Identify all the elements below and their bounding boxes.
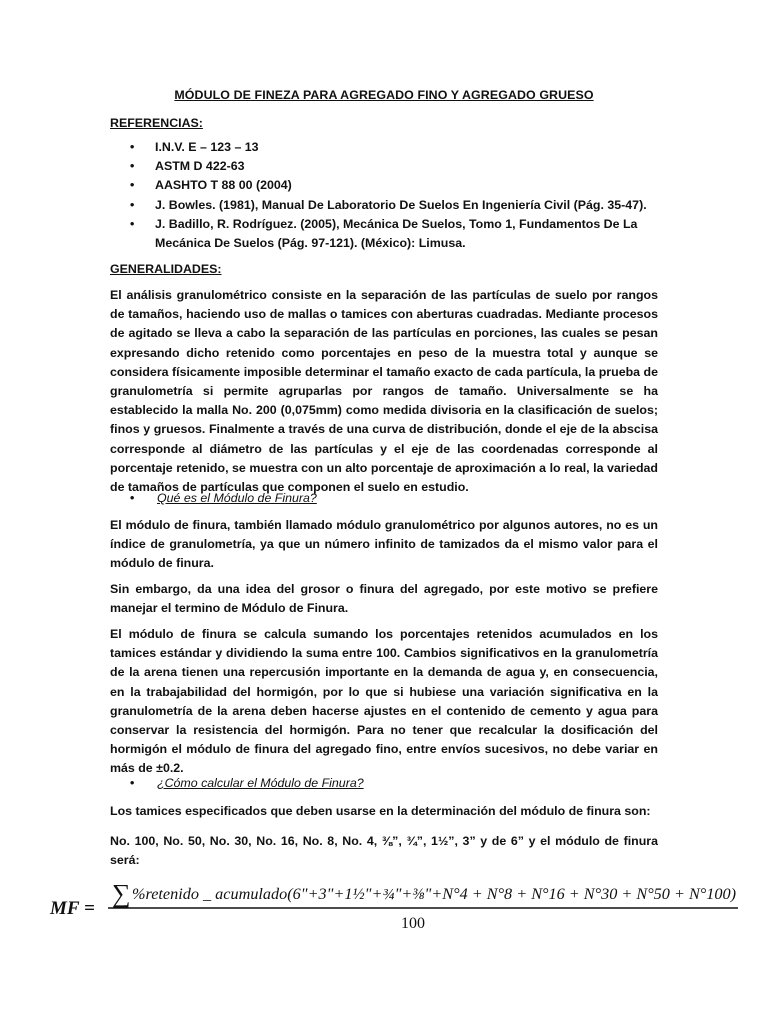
reference-text: ASTM D 422-63 — [155, 159, 245, 174]
question-bullet — [130, 489, 317, 508]
question-text: ¿Cómo calcular el Módulo de Finura? — [157, 776, 364, 790]
reference-item — [110, 176, 665, 195]
formula-numerator: %retenido _ acumulado(6"+3"+1½"+¾"+⅜"+N°4 + N°8 + N°16 + N°30 + N°50 + N°100) — [132, 886, 736, 903]
reference-item — [110, 215, 665, 253]
paragraph: No. 100, No. 50, No. 30, No. 16, No. 8, No. 4, ⅜”, ¾”, 1½”, 3” y de 6” y el módulo de finura será: — [110, 834, 658, 868]
sigma-icon: ∑ — [112, 879, 131, 908]
bullet-icon: • — [130, 140, 135, 154]
bullet-icon: • — [130, 159, 135, 174]
generalidades-heading: GENERALIDADES: — [110, 262, 222, 276]
paragraph: Sin embargo, da una idea del grosor o finura del agregado, por este motivo se prefiere manejar el termino de Módulo de Finura. — [110, 582, 658, 616]
generalidades-paragraph: El análisis granulométrico consiste en la separación de las partículas de suelo por rangos de tamaños, haciendo uso de mallas o tamices con aberturas cuadradas. Mediante procesos de agitado se lleva a cabo la separación de las partículas en porciones, las cuales se pesan expresando dicho retenido como porcentajes en peso de la muestra total y aunque se considera físicamente imposible determinar el tamaño exacto de cada partícula, la prueba de granulometría si permite agruparlas por rangos de tamaño. Universalmente se ha establecido la malla No. 200 (0,075mm) como medida divisoria en la clasificación de suelos; finos y gruesos. Finalmente a través de una curva de distribución, donde el eje de la abscisa corresponde al diámetro de las partículas y el eje de las coordenadas corresponde al porcentaje retenido, se muestra con un alto porcentaje de aproximación a lo real, la variedad de tamaños de partículas que componen el suelo en estudio. — [110, 288, 658, 495]
reference-item — [110, 157, 665, 176]
bullet-icon: • — [130, 178, 135, 193]
reference-text: AASHTO T 88 00 (2004) — [155, 178, 292, 193]
formula-lhs: MF = — [50, 898, 95, 919]
reference-text: I.N.V. E – 123 – 13 — [155, 140, 259, 154]
bullet-icon: • — [130, 776, 135, 790]
paragraph: El módulo de finura, también llamado módulo granulométrico por algunos autores, no es un índice de granulometría, ya que un número infinito de tamizados da el mismo valor para el módulo de finura. — [110, 518, 658, 571]
question-text: Qué es el Módulo de Finura? — [157, 491, 317, 505]
fineness-modulus-formula — [48, 878, 748, 938]
question-bullet — [130, 774, 364, 793]
paragraph: Los tamices especificados que deben usarse en la determinación del módulo de finura son: — [110, 804, 651, 818]
bullet-icon: • — [130, 216, 135, 231]
reference-text: J. Badillo, R. Rodríguez. (2005), Mecánica De Suelos, Tomo 1, Fundamentos De La Mecánica De Suelos (Pág. 97-121). (México): Limusa. — [155, 216, 638, 251]
reference-item — [110, 138, 665, 157]
bullet-icon: • — [130, 491, 135, 505]
bullet-icon: • — [130, 197, 135, 212]
reference-item — [110, 196, 665, 215]
references-heading: REFERENCIAS: — [110, 116, 203, 130]
paragraph: El módulo de finura se calcula sumando los porcentajes retenidos acumulados en los tamices estándar y dividiendo la suma entre 100. Cambios significativos en la granulometría de la arena tienen una repercusión importante en la demanda de agua y, en consecuencia, en la trabajabilidad del hormigón, por lo que si hubiese una variación significativa en la granulometría de la arena deben hacerse ajustes en el contenido de cemento y agua para conservar la resistencia del hormigón. Para no tener que recalcular la dosificación del hormigón el módulo de finura del agregado fino, entre envíos sucesivos, no debe variar en más de ±0.2. — [110, 627, 658, 776]
document-title: MÓDULO DE FINEZA PARA AGREGADO FINO Y AGREGADO GRUESO — [174, 88, 594, 102]
references-list — [110, 138, 665, 253]
reference-text: J. Bowles. (1981), Manual De Laboratorio De Suelos En Ingeniería Civil (Pág. 35-47). — [155, 197, 647, 212]
formula-denominator: 100 — [401, 915, 425, 932]
